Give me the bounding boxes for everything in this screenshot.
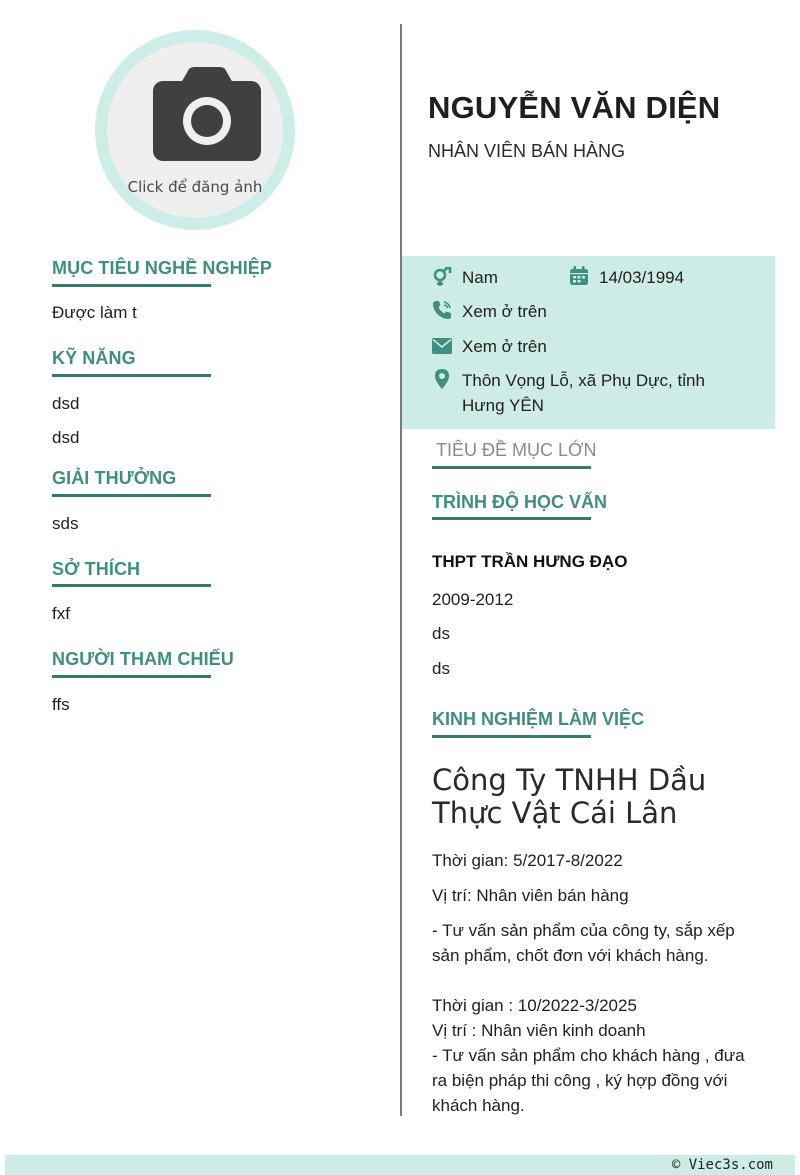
career-objective-text[interactable]: Được làm t [52,303,137,322]
email-icon [432,336,452,356]
references-text[interactable]: ffs [52,695,70,714]
education-underline [432,517,591,520]
column-divider [400,24,402,1116]
career-objective-underline [52,284,211,287]
education-detail[interactable]: ds [432,624,450,643]
calendar-icon [569,266,589,286]
education-period[interactable]: 2009-2012 [432,590,514,609]
awards-text[interactable]: sds [52,514,79,533]
company-name-line-1: Công Ty TNHH Dầu [432,763,707,797]
skills-title: KỸ NĂNG [52,348,136,368]
job-role[interactable]: Vị trí: Nhân viên bán hàng [432,886,629,905]
job-description-line: - Tư vấn sản phẩm cho khách hàng , đưa [432,1046,745,1065]
education-detail[interactable]: ds [432,659,450,678]
hobbies-underline [52,584,211,587]
company-name-line-2: Thực Vật Cái Lân [432,796,678,830]
job-description-line: ra biện pháp thi công , ký hợp đồng với [432,1071,728,1090]
avatar-upload-label[interactable]: Click để đăng ảnh [127,178,263,196]
camera-icon [153,67,261,163]
job-description-line: - Tư vấn sản phẩm của công ty, sắp xếp [432,921,735,940]
major-section-underline [432,466,591,469]
job-description-line: khách hàng. [432,1096,525,1115]
hobbies-text[interactable]: fxf [52,604,70,623]
address-line-2[interactable]: Hưng YÊN [462,396,544,415]
location-icon [432,369,452,389]
contact-info-box [402,256,775,429]
phone-value[interactable]: Xem ở trên [462,302,547,321]
references-title: NGƯỜI THAM CHIẾU [52,649,234,669]
phone-icon [432,300,452,320]
hobbies-title: SỞ THÍCH [52,559,141,579]
job-time-2: Thời gian : 10/2022-3/2025 [432,996,637,1015]
career-objective-title: MỤC TIÊU NGHỀ NGHIỆP [52,258,273,278]
job-description-line: sản phẩm, chốt đơn với khách hàng. [432,946,709,965]
footer-bar [5,1155,795,1175]
gender-icon [432,267,452,287]
avatar-upload[interactable] [95,30,295,230]
skill-item[interactable]: dsd [52,394,80,413]
job-role-2: Vị trí : Nhân viên kinh doanh [432,1021,646,1040]
company-name[interactable] [432,764,762,830]
job-description-spacer [432,968,762,993]
experience-underline [432,735,591,738]
experience-title: KINH NGHIỆM LÀM VIỆC [432,709,645,729]
skill-item[interactable]: dsd [52,428,80,447]
job-position[interactable]: NHÂN VIÊN BÁN HÀNG [428,141,626,161]
skills-underline [52,374,211,377]
school-name[interactable]: THPT TRẦN HƯNG ĐẠO [432,552,628,571]
job-time[interactable]: Thời gian: 5/2017-8/2022 [432,851,623,870]
email-value[interactable]: Xem ở trên [462,337,547,356]
gender-value[interactable]: Nam [462,268,498,287]
major-section-title[interactable]: TIÊU ĐỀ MỤC LỚN [436,440,597,460]
references-underline [52,675,211,678]
address-line-1[interactable]: Thôn Vọng Lỗ, xã Phụ Dực, tỉnh [462,371,705,390]
awards-title: GIẢI THƯỞNG [52,468,177,488]
avatar-placeholder[interactable] [107,42,283,218]
awards-underline [52,494,211,497]
education-title: TRÌNH ĐỘ HỌC VẤN [432,492,607,512]
job-description[interactable] [432,918,762,1118]
footer-copyright: © Viec3s.com [671,1157,773,1173]
birthday-value[interactable]: 14/03/1994 [599,268,685,287]
full-name[interactable]: NGUYỄN VĂN DIỆN [428,90,721,125]
